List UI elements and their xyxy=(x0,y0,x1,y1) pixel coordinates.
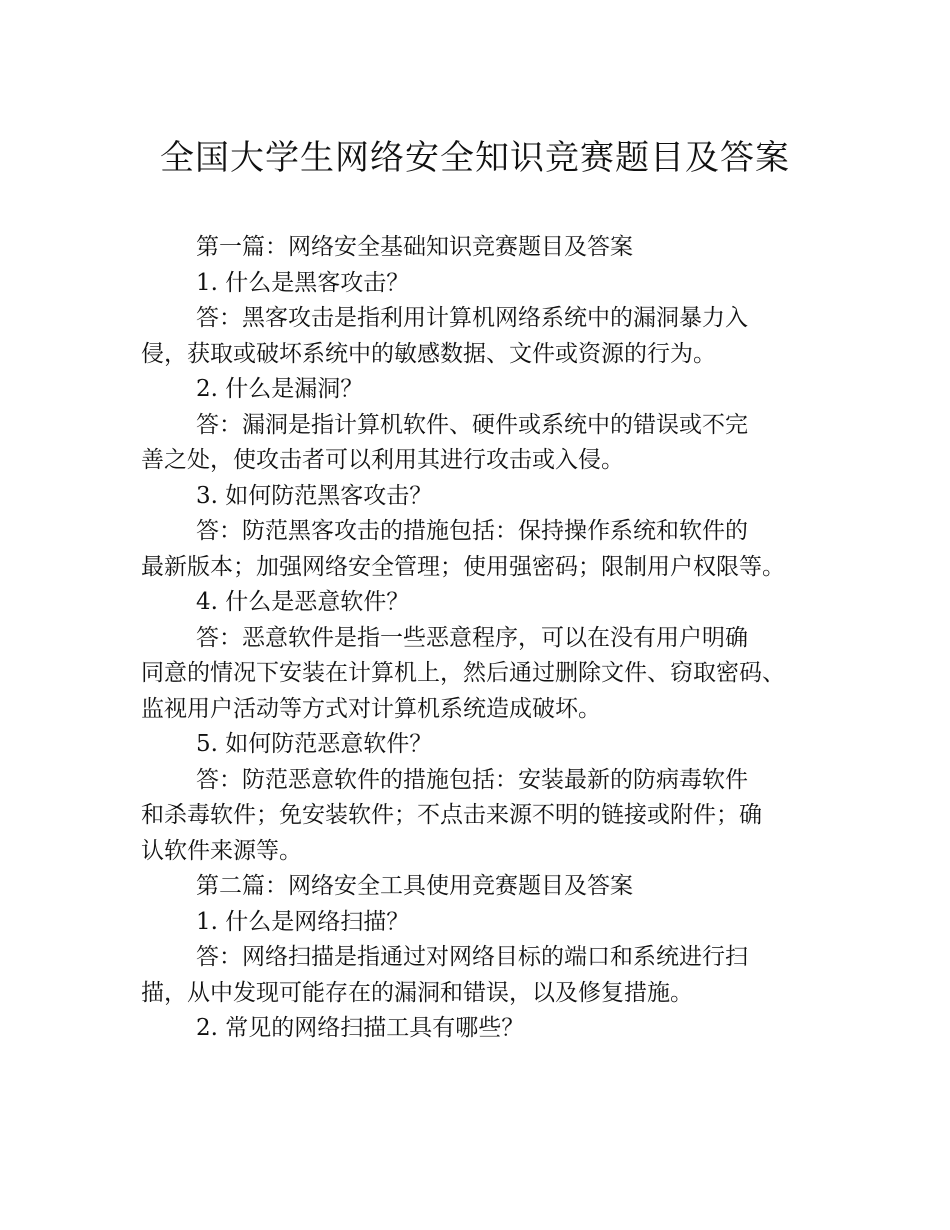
document-body xyxy=(141,230,841,1047)
text-line: 答：防范恶意软件的措施包括：安装最新的防病毒软件 xyxy=(196,766,748,793)
text-line: 认软件来源等。 xyxy=(141,837,302,864)
text-line: 同意的情况下安装在计算机上，然后通过删除文件、窃取密码、 xyxy=(141,660,785,686)
text-line: 4. 什么是恶意软件？ xyxy=(196,589,410,615)
text-line: 5. 如何防范恶意软件？ xyxy=(196,731,433,757)
text-line: 最新版本；加强网络安全管理；使用强密码；限制用户权限等。 xyxy=(141,553,785,580)
document-title: 全国大学生网络安全知识竞赛题目及答案 xyxy=(160,138,790,178)
text-line: 第一篇：网络安全基础知识竞赛题目及答案 xyxy=(196,234,633,260)
text-line: 1. 什么是网络扫描？ xyxy=(196,908,410,935)
text-line: 1. 什么是黑客攻击？ xyxy=(196,269,410,296)
text-line: 2. 什么是漏洞？ xyxy=(196,376,364,402)
text-line: 第二篇：网络安全工具使用竞赛题目及答案 xyxy=(196,873,633,899)
text-line: 答：网络扫描是指通过对网络目标的端口和系统进行扫 xyxy=(196,944,748,970)
text-line: 监视用户活动等方式对计算机系统造成破坏。 xyxy=(141,695,601,722)
text-line: 善之处，使攻击者可以利用其进行攻击或入侵。 xyxy=(141,447,624,473)
text-line: 2. 常见的网络扫描工具有哪些？ xyxy=(196,1015,525,1041)
text-line: 描，从中发现可能存在的漏洞和错误，以及修复措施。 xyxy=(141,979,693,1006)
text-line: 3. 如何防范黑客攻击？ xyxy=(196,482,433,509)
text-line: 答：黑客攻击是指利用计算机网络系统中的漏洞暴力入 xyxy=(196,305,748,331)
text-line: 侵，获取或破坏系统中的敏感数据、文件或资源的行为。 xyxy=(141,340,716,367)
text-line: 答：漏洞是指计算机软件、硬件或系统中的错误或不完 xyxy=(196,411,748,438)
text-line: 答：恶意软件是指一些恶意程序，可以在没有用户明确 xyxy=(196,624,748,651)
text-line: 和杀毒软件；免安装软件；不点击来源不明的链接或附件；确 xyxy=(141,802,762,828)
text-line: 答：防范黑客攻击的措施包括：保持操作系统和软件的 xyxy=(196,518,748,544)
